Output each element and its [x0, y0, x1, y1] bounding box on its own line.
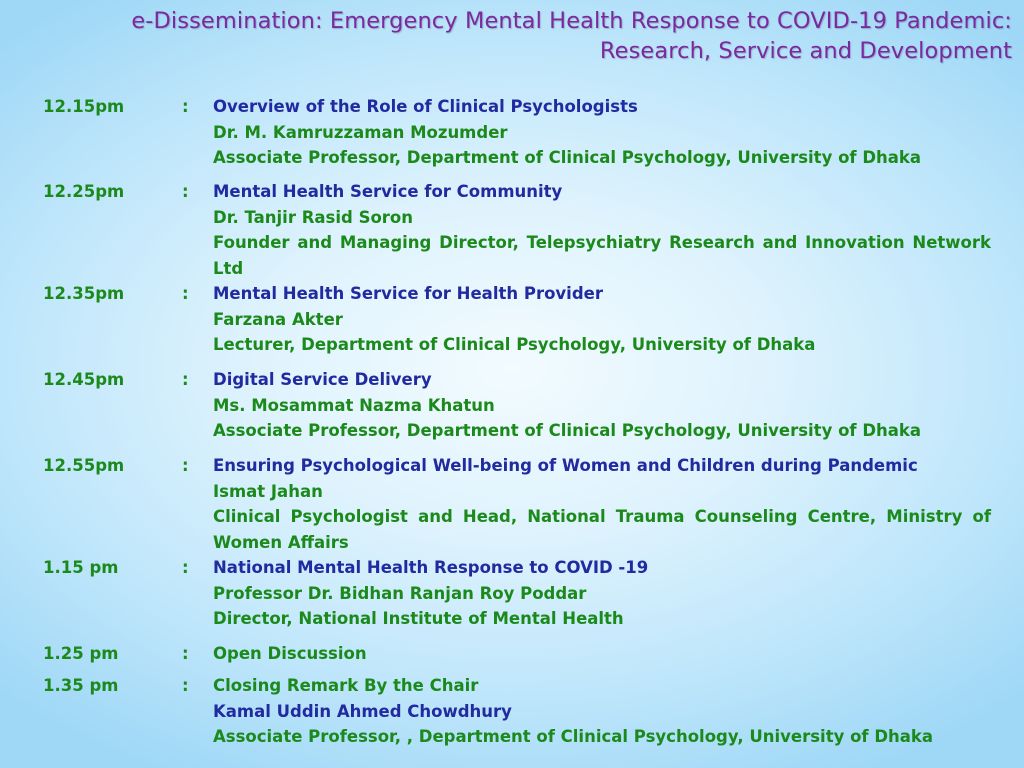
agenda-role: Director, National Institute of Mental Health	[213, 609, 624, 628]
agenda-speaker: Kamal Uddin Ahmed Chowdhury	[213, 701, 512, 721]
agenda-speaker: Farzana Akter	[213, 309, 343, 329]
agenda-speaker: Ismat Jahan	[213, 481, 323, 501]
agenda-speaker: Ms. Mosammat Nazma Khatun	[213, 395, 495, 415]
agenda-topic: Mental Health Service for Community	[213, 182, 563, 201]
agenda-separator: :	[182, 284, 189, 303]
agenda-separator: :	[182, 370, 189, 389]
title-line-2: Research, Service and Development	[599, 38, 1012, 64]
agenda-separator: :	[182, 182, 189, 201]
agenda-time: 12.15pm	[43, 97, 125, 116]
agenda-role: Lecturer, Department of Clinical Psychology, University of Dhaka	[213, 335, 816, 354]
agenda-topic: National Mental Health Response to COVID -19	[213, 558, 649, 577]
agenda-role: Founder and Managing Director, Telepsychiatry Research and Innovation Network Ltd	[213, 233, 991, 278]
agenda-time: 12.55pm	[43, 456, 125, 475]
agenda-topic: Overview of the Role of Clinical Psychologists	[213, 97, 638, 116]
agenda-time: 1.15 pm	[43, 558, 119, 577]
agenda-topic: Digital Service Delivery	[213, 370, 432, 389]
agenda-speaker: Dr. M. Kamruzzaman Mozumder	[213, 122, 508, 142]
agenda-separator: :	[182, 644, 189, 663]
agenda-time: 1.25 pm	[43, 644, 119, 663]
agenda-speaker: Dr. Tanjir Rasid Soron	[213, 207, 414, 227]
agenda-topic: Ensuring Psychological Well-being of Women and Children during Pandemic	[213, 456, 918, 475]
agenda-time: 1.35 pm	[43, 676, 119, 695]
agenda-speaker: Professor Dr. Bidhan Ranjan Roy Poddar	[213, 583, 587, 603]
agenda-separator: :	[182, 456, 189, 475]
agenda-separator: :	[182, 558, 189, 577]
agenda-role: Associate Professor, , Department of Clinical Psychology, University of Dhaka	[213, 727, 934, 746]
agenda-role: Clinical Psychologist and Head, National Trauma Counseling Centre, Ministry of Women Affairs	[213, 507, 991, 552]
agenda-role: Associate Professor, Department of Clinical Psychology, University of Dhaka	[213, 421, 922, 440]
agenda-role: Associate Professor, Department of Clinical Psychology, University of Dhaka	[213, 148, 922, 167]
agenda-topic: Closing Remark By the Chair	[213, 676, 479, 695]
agenda-separator: :	[182, 676, 189, 695]
agenda-time: 12.25pm	[43, 182, 125, 201]
agenda-time: 12.45pm	[43, 370, 125, 389]
agenda-time: 12.35pm	[43, 284, 125, 303]
title-line-1: e-Dissemination: Emergency Mental Health Response to COVID-19 Pandemic:	[131, 8, 1012, 34]
agenda-separator: :	[182, 97, 189, 116]
agenda-topic: Mental Health Service for Health Provider	[213, 284, 603, 303]
agenda-topic: Open Discussion	[213, 644, 367, 663]
